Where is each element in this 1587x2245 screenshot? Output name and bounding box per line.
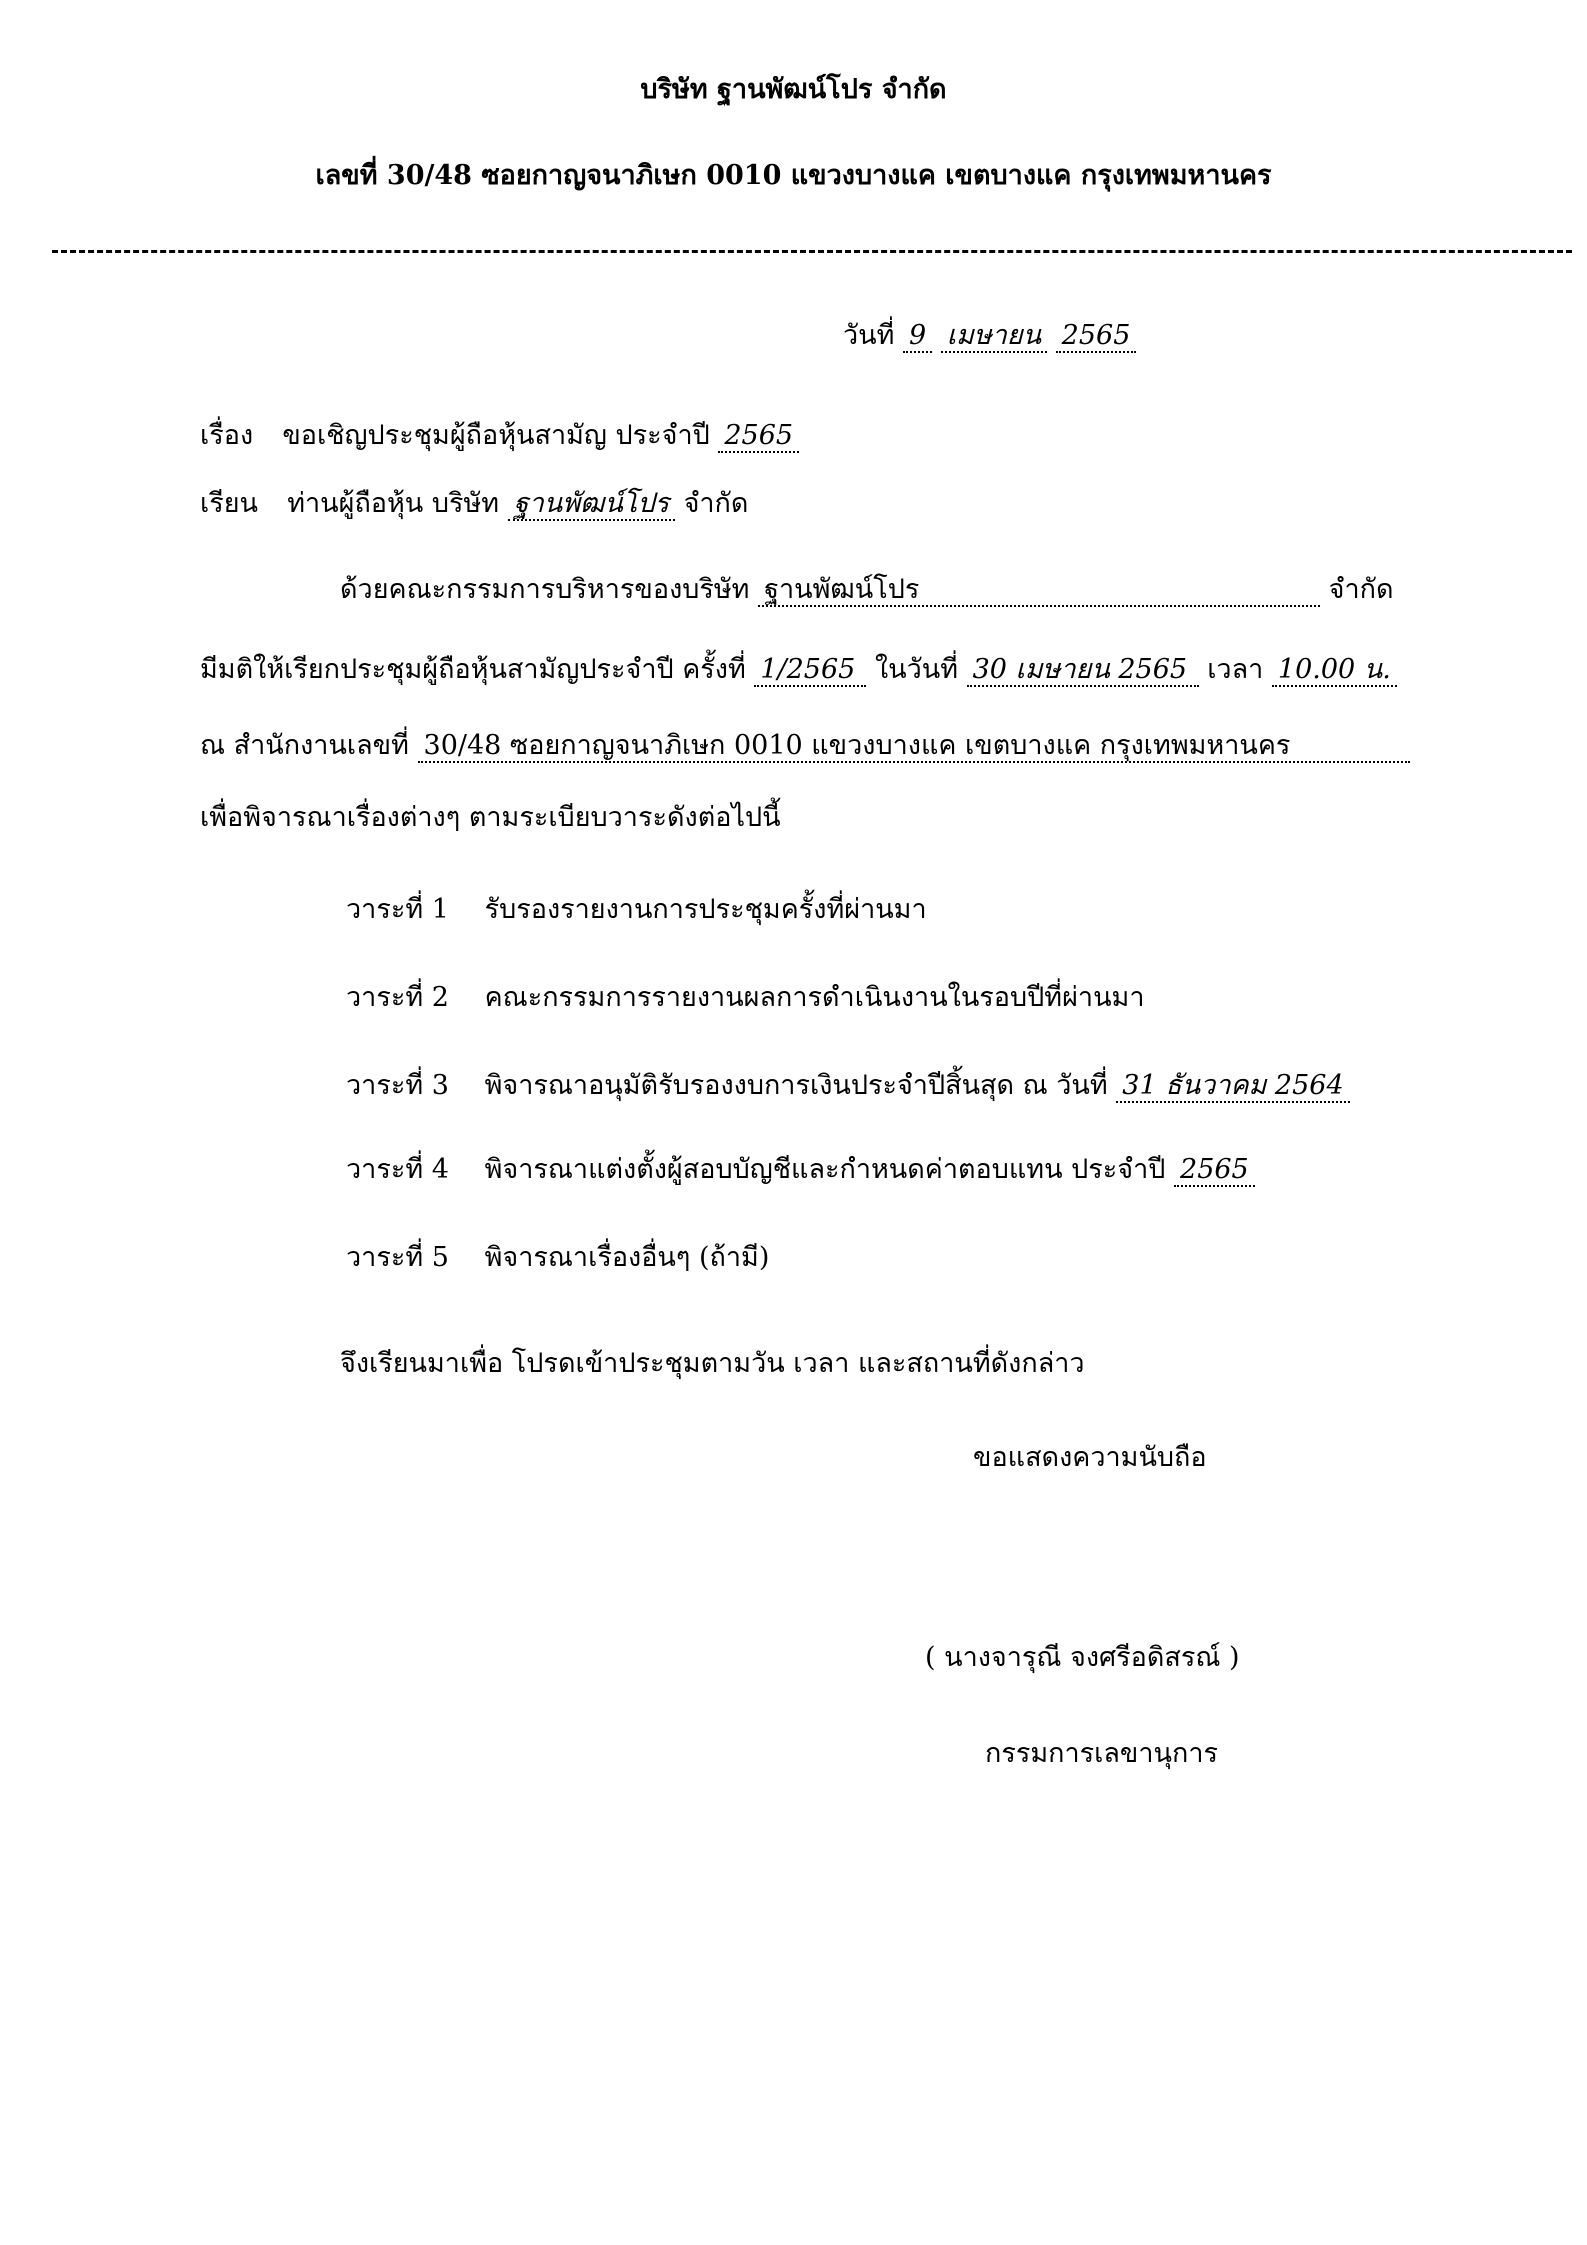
agenda-item: [346, 1068, 1350, 1104]
header-separator: [52, 250, 1572, 253]
agenda-number: วาระที่ 2: [346, 982, 449, 1013]
agenda-text: พิจารณาเรื่องอื่นๆ (ถ้ามี): [484, 1242, 770, 1273]
recipient-line: [200, 486, 748, 522]
body-company: ฐานพัฒน์โปร: [758, 575, 1320, 607]
closing-regards: ขอแสดงความนับถือ: [973, 1442, 1207, 1473]
agenda-item: [346, 892, 927, 928]
subject-label: เรื่อง: [200, 420, 254, 451]
date-month: เมษายน: [941, 321, 1047, 353]
subject-line: [200, 418, 799, 454]
body-line-4: เพื่อพิจารณาเรื่องต่างๆ ตามระเบียบวาระดังต่อไปนี้: [200, 802, 781, 833]
body-line-2: [200, 652, 1397, 688]
company-address: เลขที่ 30/48 ซอยกาญจนาภิเษก 0010 แขวงบางแค เขตบางแค กรุงเทพมหานคร: [315, 160, 1272, 191]
meeting-place: 30/48 ซอยกาญจนาภิเษก 0010 แขวงบางแค เขตบางแค กรุงเทพมหานคร: [418, 731, 1410, 763]
recipient-text: ท่านผู้ถือหุ้น บริษัท: [287, 488, 500, 519]
closing-invite: จึงเรียนมาเพื่อ โปรดเข้าประชุมตามวัน เวลา และสถานที่ดังกล่าว: [340, 1348, 1085, 1379]
recipient-label: เรียน: [200, 488, 259, 519]
meeting-time: 10.00 น.: [1272, 655, 1397, 687]
body-line2-date-label: ในวันที่: [874, 654, 958, 685]
recipient-suffix: จำกัด: [683, 488, 749, 519]
body-line3-prefix: ณ สำนักงานเลขที่: [200, 730, 409, 761]
agenda-item: [346, 1240, 769, 1276]
agenda-fill: 2565: [1174, 1155, 1255, 1187]
recipient-company: ฐานพัฒน์โปร: [508, 489, 675, 521]
agenda-fill: 31 ธันวาคม 2564: [1116, 1071, 1349, 1103]
signer-position: กรรมการเลขานุการ: [985, 1738, 1219, 1769]
date-year: 2565: [1056, 321, 1137, 353]
company-name: บริษัท ฐานพัฒน์โปร จำกัด: [640, 74, 947, 105]
agenda-number: วาระที่ 5: [346, 1242, 449, 1273]
signer-name: ( นางจารุณี จงศรีอดิสรณ์ ): [925, 1642, 1240, 1673]
agenda-number: วาระที่ 1: [346, 894, 449, 925]
agenda-text: รับรองรายงานการประชุมครั้งที่ผ่านมา: [484, 894, 927, 925]
body-line-1: [340, 572, 1394, 608]
body-line2-prefix: มีมติให้เรียกประชุมผู้ถือหุ้นสามัญประจำปี ครั้งที่: [200, 654, 746, 685]
agenda-text: คณะกรรมการรายงานผลการดำเนินงานในรอบปีที่ผ่านมา: [484, 982, 1145, 1013]
agenda-item: [346, 980, 1145, 1016]
letter-date: [843, 318, 1136, 354]
agenda-number: วาระที่ 3: [346, 1070, 449, 1101]
subject-year: 2565: [718, 421, 799, 453]
meeting-number: 1/2565: [754, 655, 866, 687]
subject-text: ขอเชิญประชุมผู้ถือหุ้นสามัญ ประจำปี: [282, 420, 710, 451]
agenda-number: วาระที่ 4: [346, 1154, 449, 1185]
body-line2-time-label: เวลา: [1207, 654, 1264, 685]
agenda-item: [346, 1152, 1255, 1188]
body-line-3: [200, 728, 1410, 764]
agenda-text: พิจารณาแต่งตั้งผู้สอบบัญชีและกำหนดค่าตอบแทน ประจำปี: [484, 1154, 1166, 1185]
agenda-text: พิจารณาอนุมัติรับรองงบการเงินประจำปีสิ้นสุด ณ วันที่: [484, 1070, 1108, 1101]
date-day: 9: [903, 321, 932, 353]
date-label: วันที่: [843, 320, 895, 351]
body-line1-suffix: จำกัด: [1328, 574, 1394, 605]
meeting-date: 30 เมษายน 2565: [967, 655, 1199, 687]
body-line1-prefix: ด้วยคณะกรรมการบริหารของบริษัท: [340, 574, 750, 605]
